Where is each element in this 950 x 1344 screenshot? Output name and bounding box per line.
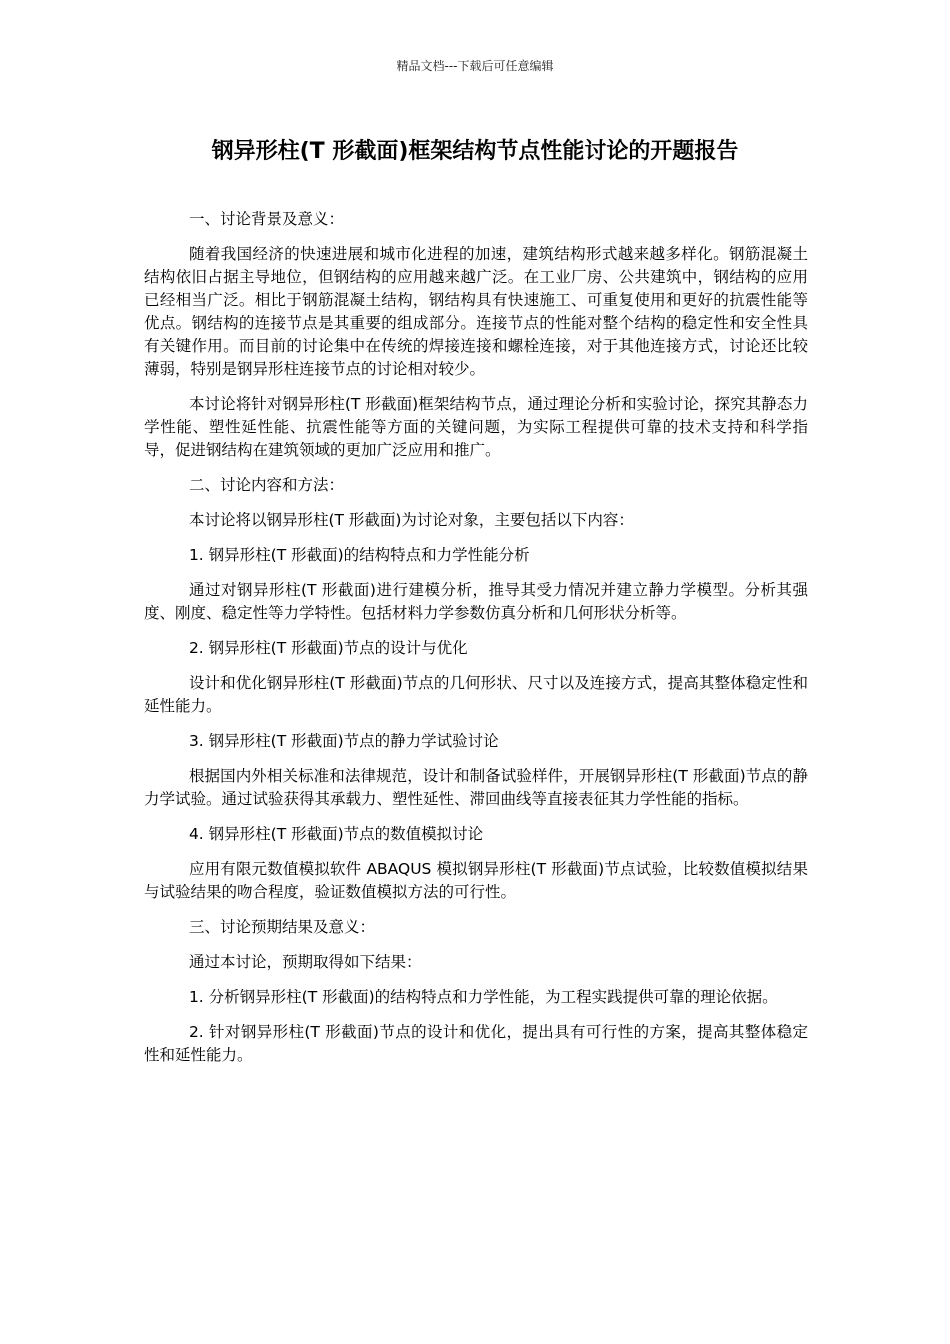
result-item-1: 1. 分析钢异形柱(T 形截面)的结构特点和力学性能，为工程实践提供可靠的理论依据。 bbox=[188, 988, 778, 1006]
paragraph-content-intro: 本讨论将以钢异形柱(T 形截面)为讨论对象，主要包括以下内容： bbox=[188, 511, 634, 529]
paragraph-background: 随着我国经济的快速进展和城市化进程的加速，建筑结构形式越来越多样化。钢筋混凝土结构依旧占据主导地位，但钢结构的应用越来越广泛。在工业厂房、公共建筑中，钢结构的应用已经相当广泛。相比于钢筋混凝土结构，钢结构具有快速施工、可重复使用和更好的抗震性能等优点。钢结构的连接节点是其重要的组成部分。连接节点的性能对整个结构的稳定性和安全性具有关键作用。而目前的讨论集中在传统的焊接连接和螺栓连接，对于其他连接方式，讨论还比较薄弱，特别是钢异形柱连接节点的讨论相对较少。 bbox=[144, 245, 808, 378]
list-item-2-text: 设计和优化钢异形柱(T 形截面)节点的几何形状、尺寸以及连接方式，提高其整体稳定性和延性能力。 bbox=[144, 674, 808, 715]
paragraph-results-intro: 通过本讨论，预期取得如下结果： bbox=[188, 953, 422, 971]
list-item-1-heading: 1. 钢异形柱(T 形截面)的结构特点和力学性能分析 bbox=[188, 546, 530, 564]
section-heading-results: 三、讨论预期结果及意义： bbox=[188, 918, 375, 936]
list-item-3-heading: 3. 钢异形柱(T 形截面)节点的静力学试验讨论 bbox=[188, 732, 499, 750]
page-header: 精品文档---下载后可任意编辑 bbox=[396, 59, 554, 73]
document-body bbox=[144, 208, 808, 1079]
section-heading-background: 一、讨论背景及意义： bbox=[188, 210, 344, 228]
list-item-4-heading: 4. 钢异形柱(T 形截面)节点的数值模拟讨论 bbox=[188, 825, 484, 843]
paragraph-purpose: 本讨论将针对钢异形柱(T 形截面)框架结构节点，通过理论分析和实验讨论，探究其静态力学性能、塑性延性能、抗震性能等方面的关键问题，为实际工程提供可靠的技术支持和科学指导，促进钢结构在建筑领域的更加广泛应用和推广。 bbox=[144, 395, 808, 459]
result-item-2: 2. 针对钢异形柱(T 形截面)节点的设计和优化，提出具有可行性的方案，提高其整体稳定性和延性能力。 bbox=[144, 1023, 808, 1064]
list-item-3-text: 根据国内外相关标准和法律规范，设计和制备试验样件，开展钢异形柱(T 形截面)节点的静力学试验。通过试验获得其承载力、塑性延性、滞回曲线等直接表征其力学性能的指标。 bbox=[144, 767, 808, 808]
list-item-1-text: 通过对钢异形柱(T 形截面)进行建模分析，推导其受力情况并建立静力学模型。分析其强度、刚度、稳定性等力学特性。包括材料力学参数仿真分析和几何形状分析等。 bbox=[144, 581, 808, 622]
list-item-4-text: 应用有限元数值模拟软件 ABAQUS 模拟钢异形柱(T 形截面)节点试验，比较数值模拟结果与试验结果的吻合程度，验证数值模拟方法的可行性。 bbox=[144, 860, 808, 901]
document-title: 钢异形柱(T 形截面)框架结构节点性能讨论的开题报告 bbox=[211, 139, 739, 164]
section-heading-content: 二、讨论内容和方法： bbox=[188, 476, 344, 494]
list-item-2-heading: 2. 钢异形柱(T 形截面)节点的设计与优化 bbox=[188, 639, 468, 657]
